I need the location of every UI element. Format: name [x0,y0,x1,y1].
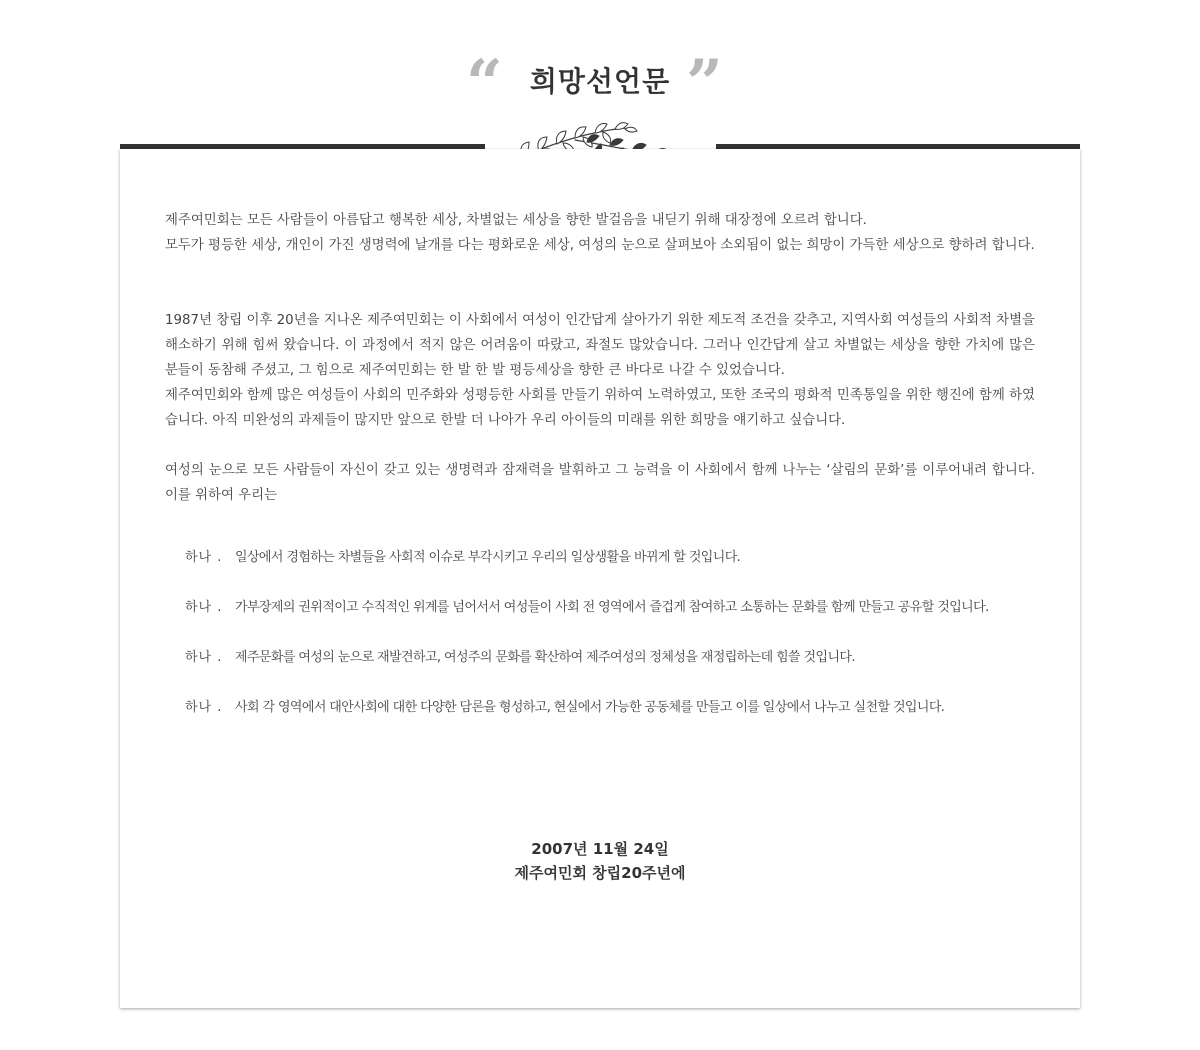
vision-paragraph: 여성의 눈으로 모든 사람들이 자신이 갖고 있는 생명력과 잠재력을 발휘하고 그 능력을 이 사회에서 함께 나누는 ‘살림의 문화’를 이루어내려 합니다. 이를 위하여 우리는 [165,463,1035,503]
close-quote-icon: ” [686,46,723,121]
pledge-text: 사회 각 영역에서 대안사회에 대한 다양한 담론을 형성하고, 현실에서 가능한 공동체를 만들고 이를 일상에서 나누고 실천할 것입니다. [235,700,945,715]
pledge-item [185,546,1045,596]
intro-paragraph: 제주여민회는 모든 사람들이 아름답고 행복한 세상, 차별없는 세상을 향한 발걸음을 내딛기 위해 대장정에 오르려 합니다. 모두가 평등한 세상, 개인이 가진 생명력에 날개를 다는 평화로운 세상, 여성의 눈으로 살펴보아 소외됨이 없는 희망이 가득한 세상으로 향하려 합니다. [165,213,1035,253]
declaration-date: 2007년 11월 24일 [531,840,669,858]
history-paragraph: 1987년 창립 이후 20년을 지나온 제주여민회는 이 사회에서 여성이 인간답게 살아가기 위한 제도적 조건을 갖추고, 지역사회 여성들의 사회적 차별을 해소하기 위해 힘써 왔습니다. 이 과정에서 적지 않은 어려움이 따랐고, 좌절도 많았습니다. 그러나 인간답게 살고 차별없는 세상을 향한 가치에 많은 분들이 동참해 주셨고, 그 힘으로 제주여민회는 한 발 한 발 평등세상을 향한 큰 바다로 나갈 수 있었습니다. 제주여민회와 함께 많은 여성들이 사회의 민주화와 성평등한 사회를 만들기 위하여 노력하였고, 또한 조국의 평화적 민족통일을 위한 행진에 함께 하였습니다. 아직 미완성의 과제들이 많지만 앞으로 한발 더 나아가 우리 아이들의 미래를 위한 희망을 얘기하고 싶습니다. [165,313,1035,428]
declaration-card [120,149,1080,1008]
title-area [0,46,1200,121]
pledge-marker: 하나 . [185,700,223,715]
pledge-text: 가부장제의 권위적이고 수직적인 위계를 넘어서서 여성들이 사회 전 영역에서 즐겁게 참여하고 소통하는 문화를 함께 만들고 공유할 것입니다. [235,600,989,615]
declaration-signature: 제주여민회 창립20주년에 [514,864,686,882]
pledge-text: 제주문화를 여성의 눈으로 재발견하고, 여성주의 문화를 확산하여 제주여성의 정체성을 재정립하는데 힘쓸 것입니다. [235,650,855,665]
pledge-marker: 하나 . [185,600,223,615]
pledge-item [185,696,1045,746]
pledge-marker: 하나 . [185,650,223,665]
pledge-item [185,646,1045,696]
open-quote-icon: “ [466,46,503,121]
pledge-list [185,546,1045,746]
page-title: 희망선언문 [529,65,671,98]
pledge-marker: 하나 . [185,550,223,565]
pledge-text: 일상에서 경험하는 차별들을 사회적 이슈로 부각시키고 우리의 일상생활을 바뀌게 할 것입니다. [235,550,741,565]
pledge-item [185,596,1045,646]
